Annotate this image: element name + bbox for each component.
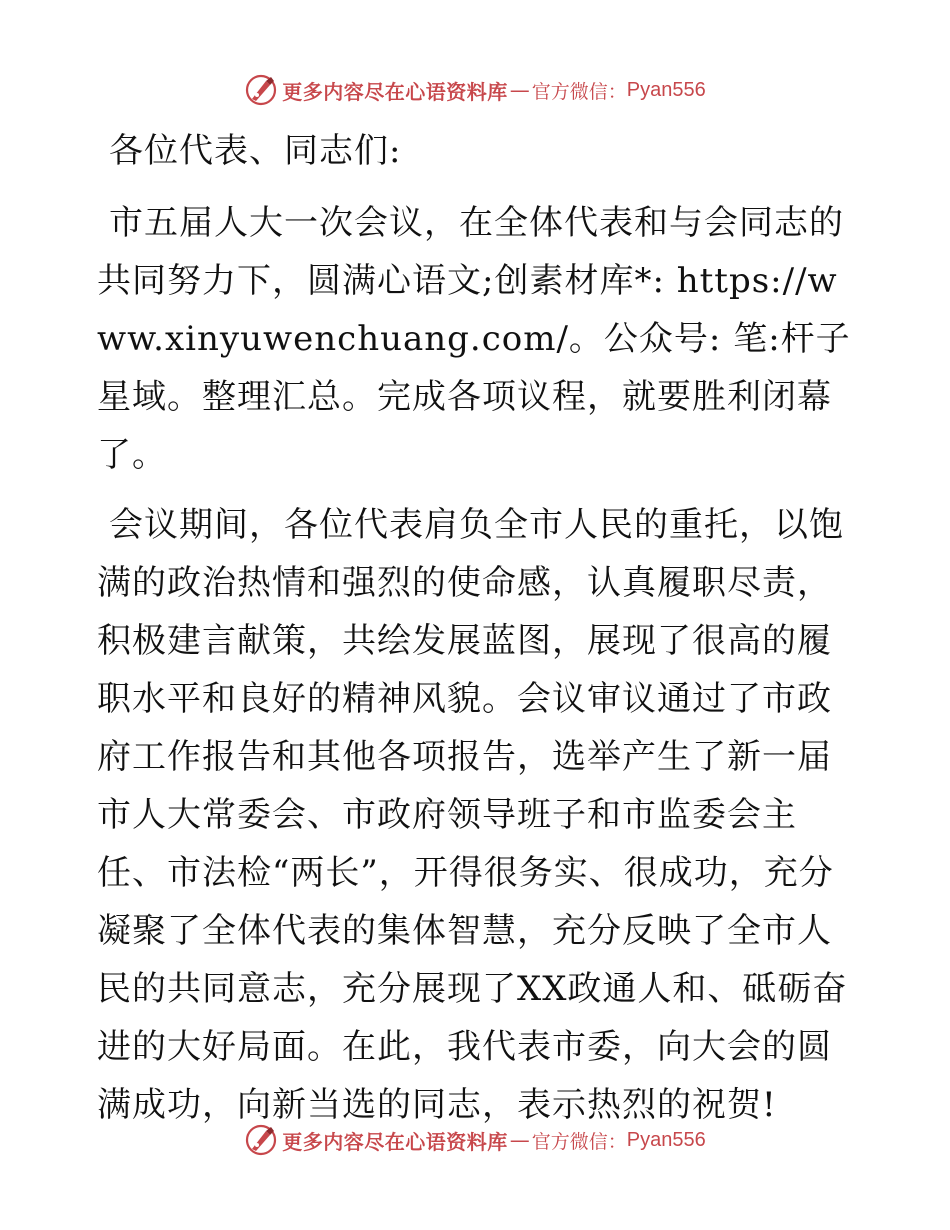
banner-brand-text: 更多内容尽在心语资料库 xyxy=(282,79,508,104)
banner-wechat-label: 官方微信： xyxy=(531,80,627,103)
banner-wechat-id: Pyan556 xyxy=(626,1128,706,1151)
footer-banner xyxy=(0,1120,950,1160)
banner-wechat-label: 官方微信： xyxy=(531,1130,627,1153)
paragraph-2: 会议期间，各位代表肩负全市人民的重托，以饱满的政治热情和强烈的使命感，认真履职尽责，积极建言献策，共绘发展蓝图，展现了很高的履职水平和良好的精神风貌。会议审议通过了市政府工作报告和其他各项报告，选举产生了新一届市人大常委会、市政府领导班子和市监委会主任、市法检“两长”，开得很务实、很成功，充分凝聚了全体代表的集体智慧，充分反映了全市人民的共同意志，充分展现了XX政通人和、砥砺奋进的大好局面。在此，我代表市委，向大会的圆满成功，向新当选的同志，表示热烈的祝贺! xyxy=(97,505,848,1125)
banner-wechat-id: Pyan556 xyxy=(626,78,706,101)
pen-nib-logo-icon xyxy=(244,73,278,107)
banner-dash: — xyxy=(509,1128,530,1152)
pen-nib-logo-icon xyxy=(244,1123,278,1157)
banner-dash: — xyxy=(509,78,530,102)
header-banner xyxy=(0,70,950,110)
banner-brand-text: 更多内容尽在心语资料库 xyxy=(282,1129,508,1154)
greeting: 各位代表、同志们: xyxy=(109,131,402,171)
paragraph-1: 市五届人大一次会议，在全体代表和与会同志的共同努力下，圆满心语文;创素材库*: https://www.xinyuwenchuang.com/。公众号: 笔:杆子星域。整理汇总。完成各项议程，就要胜利闭幕了。 xyxy=(97,203,851,475)
document-body xyxy=(97,122,857,1134)
